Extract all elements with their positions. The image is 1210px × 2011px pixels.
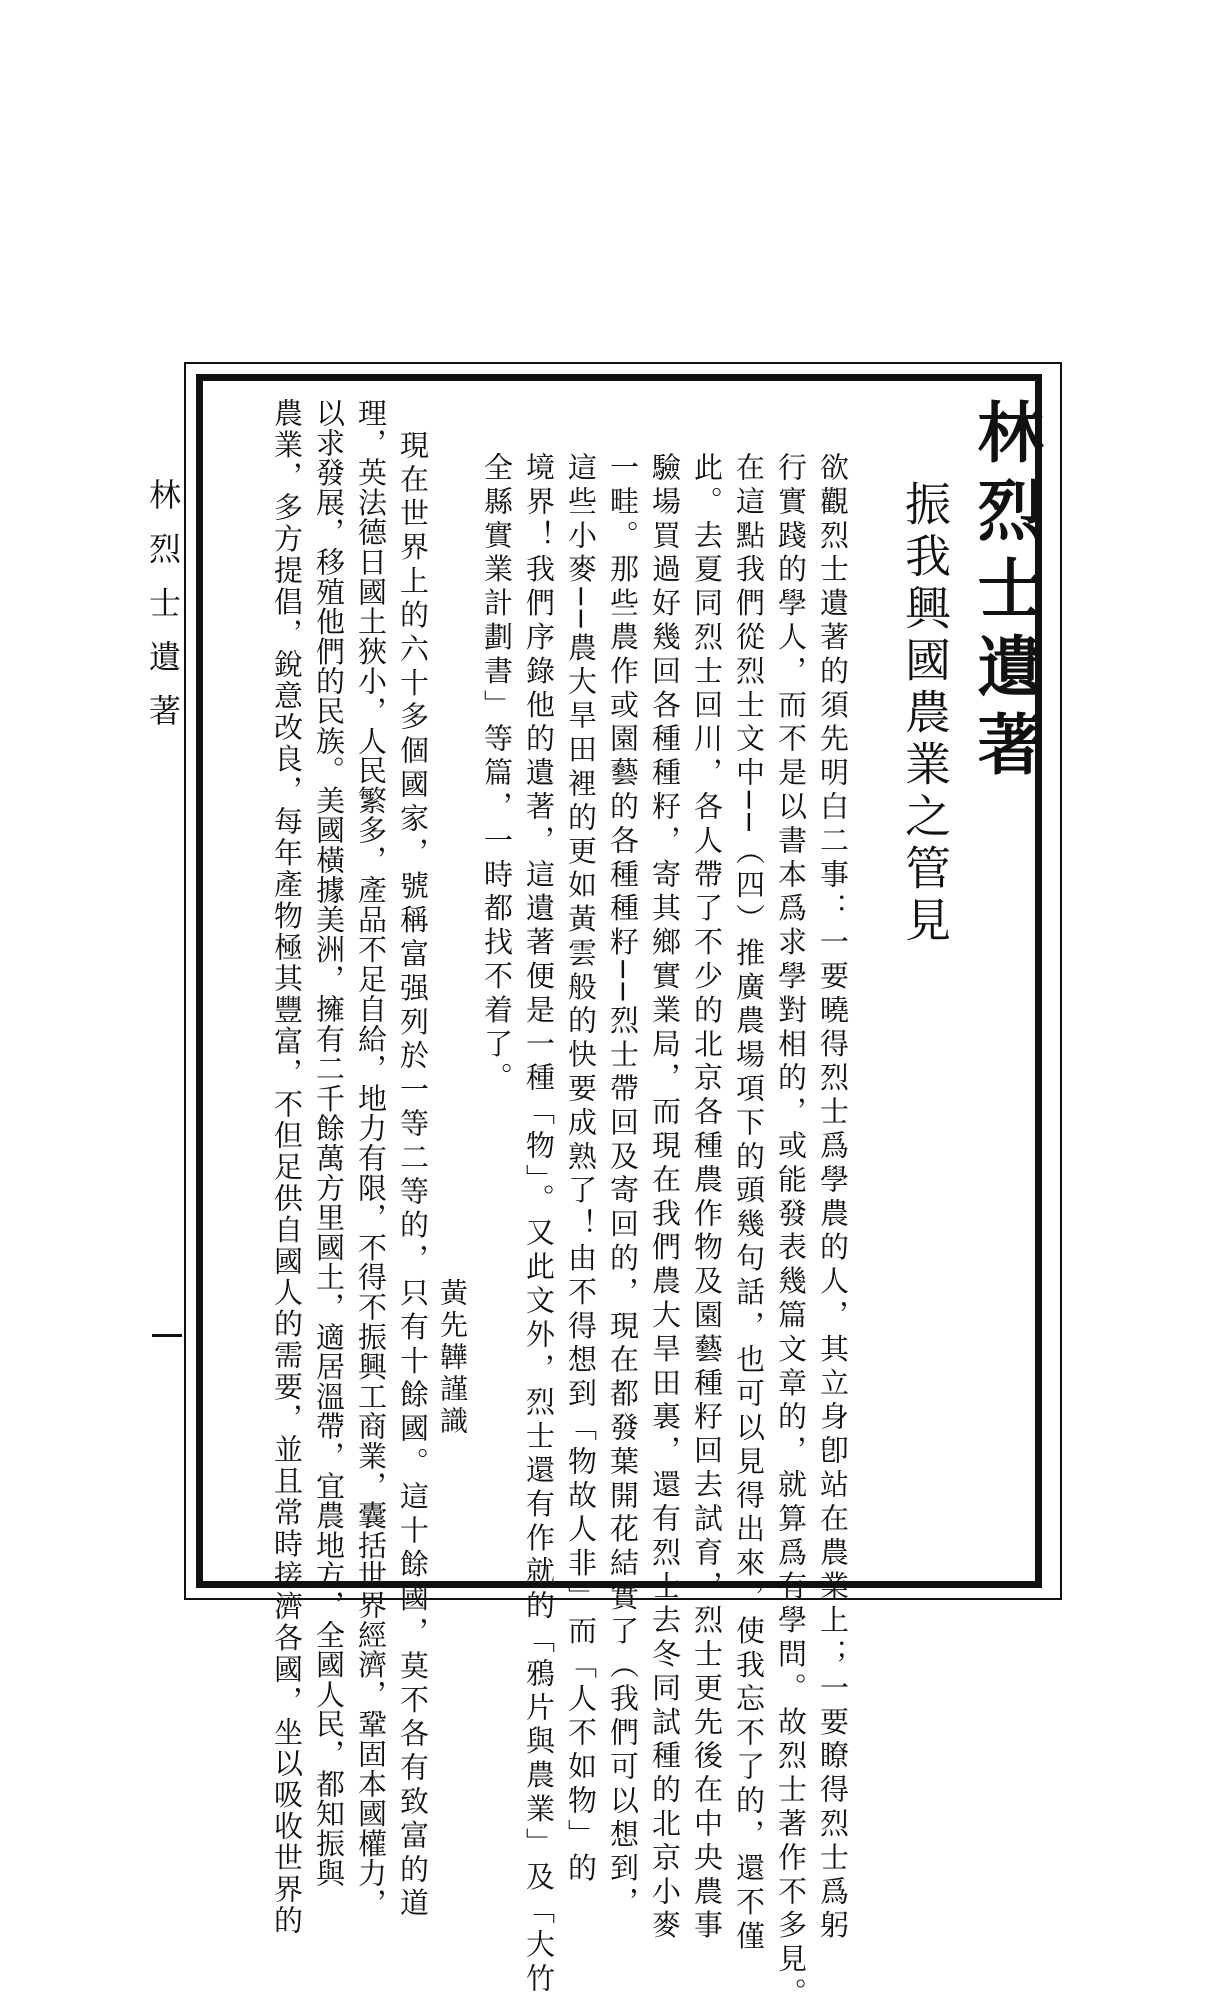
preface-column: 欲觀烈士遺著的須先明白二事：一要曉得烈士爲學農的人，其立身卽站在農業上；一要瞭得烈士爲躬 [816,452,850,1944]
preface-column: 此。去夏同烈士回川，各人帶了不少的北京各種農作物及園藝種籽回去試育，烈士更先後在中央農事 [690,452,724,1944]
preface-column: 一畦。那些農作或園藝的各種種籽──烈士帶回及寄回的，現在都發葉開花結實了（我們可以想到， [606,452,640,1921]
preface-column: 在這點我們從烈士文中──（四）推廣農場項下的頭幾句話，也可以見得出來，使我忘不了的，還不僅 [732,452,766,1955]
signature: 黃先韡謹識 [436,1278,469,1438]
page-number [152,1334,182,1337]
body-column: 現在世界上的六十多個國家，號稱富强列於一等二等的，只有十餘國。這十餘國，莫不各有致富的道 [396,430,430,1922]
running-title: 林烈士遺著 [144,478,182,748]
body-column: 理，英法德日國土狹小，人民繁多，產品不足自給，地力有限，不得不振興工商業，囊括世界經濟，鞏固本國權力， [354,398,388,1918]
preface-column: 這些小麥──農大旱田裡的更如黃雲般的快要成熟了！由不得想到「物故人非」而「人不如物」的 [564,452,598,1887]
preface-column: 境界！我們序錄他的遺著，這遺著便是一種「物」。又此文外，烈士還有作就的「鴉片與農業」及「大竹 [522,452,556,1997]
book-title: 林烈士遺著 [966,398,1044,788]
preface-column: 全縣實業計劃書」等篇，一時都找不着了。 [480,452,514,1097]
body-column: 農業，多方提倡，銳意改良，每年產物極其豐富，不但足供自國人的需要，並且常時接濟各國，坐以吸收世界的 [270,398,304,1937]
preface-column: 驗場買過好幾回各種種籽，寄其鄉實業局，而現在我們農大旱田裏，還有烈士去冬同試種的北京小麥 [648,452,682,1944]
body-column: 以求發展，移殖他們的民族。美國橫據美洲，擁有二千餘萬方里國土，適居溫帶，宜農地方，全國人民，都知振與 [312,398,346,1888]
preface-column: 行實踐的學人，而不是以書本爲求學對相的，或能發表幾篇文章的，就算爲有學問。故烈士著作不多見。 [774,452,808,2011]
essay-title: 振我興國農業之管見 [898,480,952,948]
